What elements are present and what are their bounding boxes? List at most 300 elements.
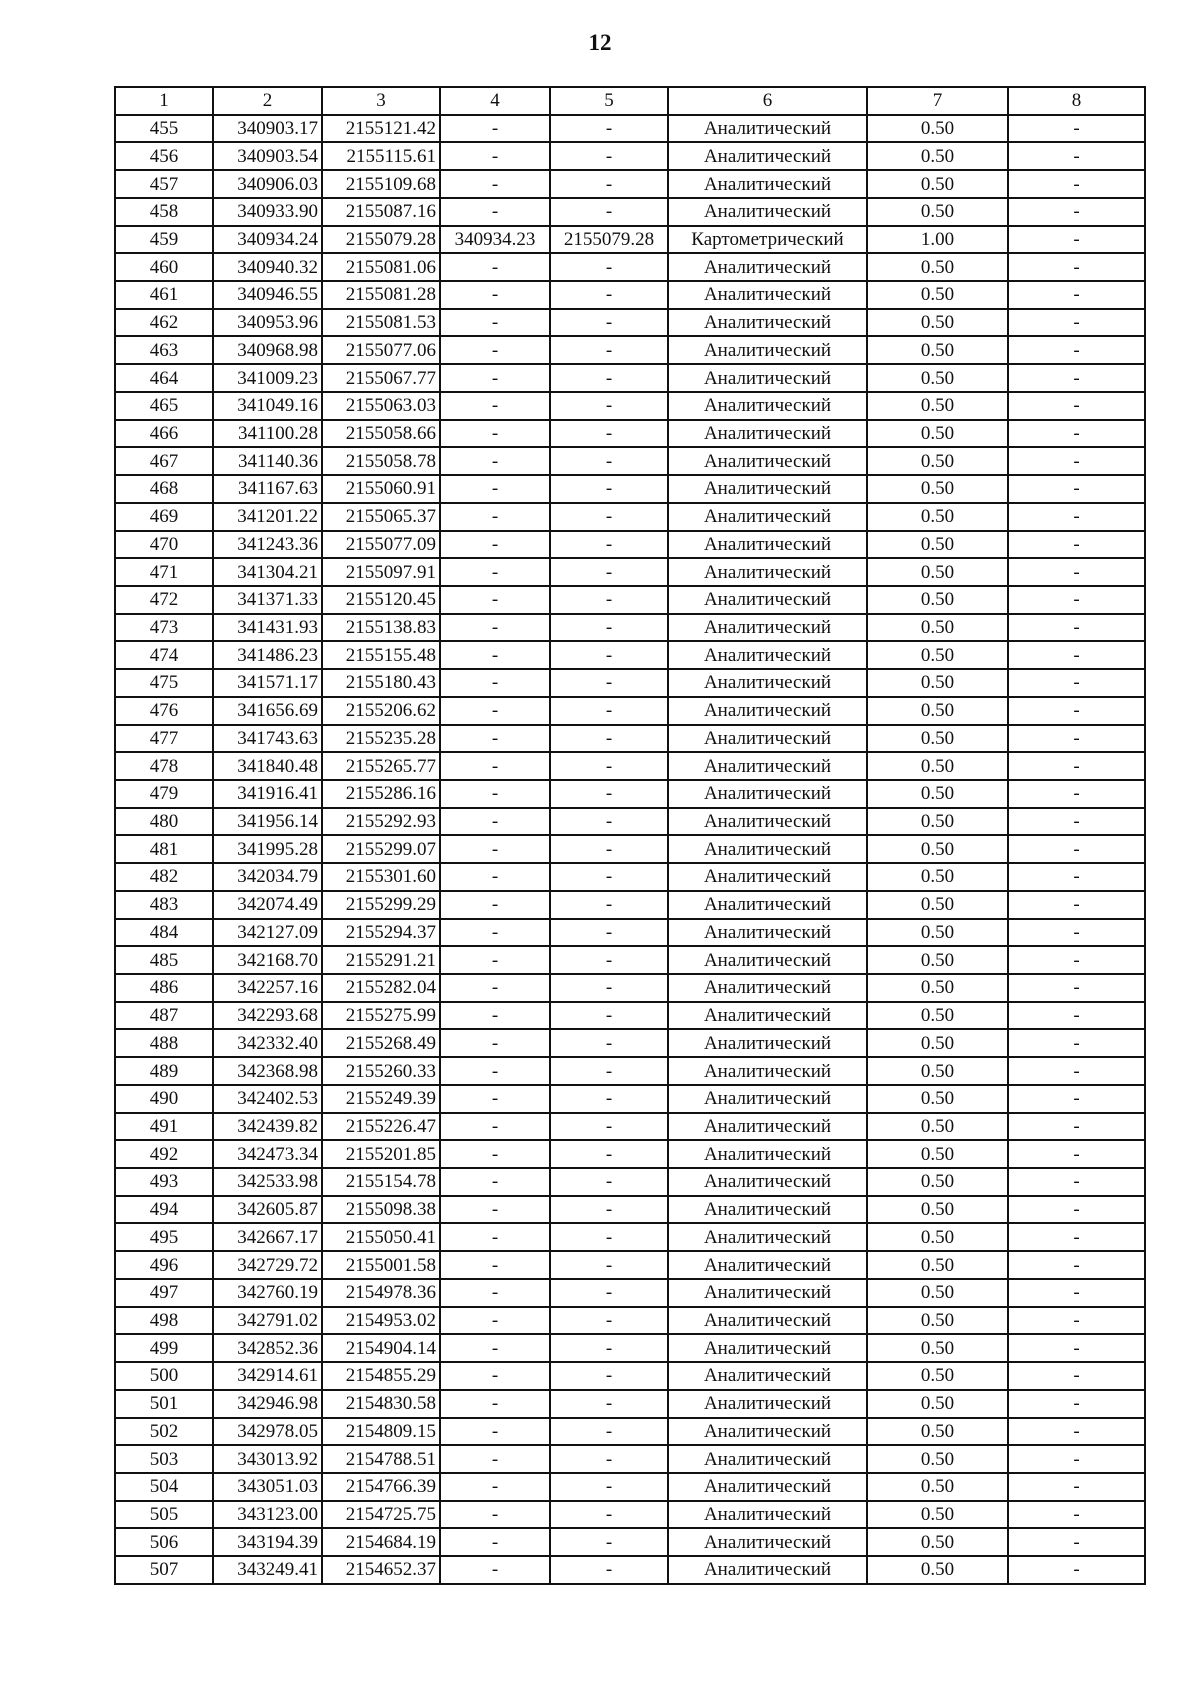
note-cell: -: [1008, 1501, 1145, 1529]
accuracy-cell: 0.50: [867, 641, 1008, 669]
method-cell: Аналитический: [668, 697, 867, 725]
method-cell: Аналитический: [668, 1113, 867, 1141]
column-header: 8: [1008, 87, 1145, 115]
x-coordinate-cell: 343194.39: [213, 1528, 322, 1556]
x-coordinate-cell: 340953.96: [213, 309, 322, 337]
accuracy-cell: 0.50: [867, 281, 1008, 309]
prev-x-cell: -: [440, 447, 550, 475]
prev-x-cell: -: [440, 1223, 550, 1251]
point-number-cell: 490: [115, 1085, 213, 1113]
prev-y-cell: -: [550, 669, 668, 697]
point-number-cell: 497: [115, 1279, 213, 1307]
accuracy-cell: 0.50: [867, 1196, 1008, 1224]
y-coordinate-cell: 2155115.61: [322, 142, 440, 170]
note-cell: -: [1008, 1057, 1145, 1085]
prev-x-cell: -: [440, 1113, 550, 1141]
method-cell: Аналитический: [668, 198, 867, 226]
y-coordinate-cell: 2155120.45: [322, 586, 440, 614]
x-coordinate-cell: 341243.36: [213, 531, 322, 559]
accuracy-cell: 0.50: [867, 1334, 1008, 1362]
accuracy-cell: 0.50: [867, 697, 1008, 725]
prev-x-cell: -: [440, 364, 550, 392]
y-coordinate-cell: 2155299.29: [322, 891, 440, 919]
accuracy-cell: 0.50: [867, 531, 1008, 559]
accuracy-cell: 0.50: [867, 1223, 1008, 1251]
x-coordinate-cell: 340903.54: [213, 142, 322, 170]
accuracy-cell: 0.50: [867, 863, 1008, 891]
x-coordinate-cell: 341840.48: [213, 752, 322, 780]
prev-y-cell: -: [550, 752, 668, 780]
x-coordinate-cell: 341304.21: [213, 558, 322, 586]
prev-x-cell: -: [440, 1528, 550, 1556]
method-cell: Аналитический: [668, 669, 867, 697]
point-number-cell: 485: [115, 946, 213, 974]
column-header: 2: [213, 87, 322, 115]
y-coordinate-cell: 2155079.28: [322, 226, 440, 254]
method-cell: Аналитический: [668, 863, 867, 891]
prev-y-cell: -: [550, 1251, 668, 1279]
x-coordinate-cell: 341571.17: [213, 669, 322, 697]
table-row: [115, 558, 1145, 586]
point-number-cell: 455: [115, 115, 213, 143]
point-number-cell: 488: [115, 1029, 213, 1057]
table-row: [115, 253, 1145, 281]
prev-y-cell: -: [550, 780, 668, 808]
prev-x-cell: -: [440, 558, 550, 586]
table-body: [115, 115, 1145, 1584]
column-header: 4: [440, 87, 550, 115]
method-cell: Картометрический: [668, 226, 867, 254]
point-number-cell: 481: [115, 835, 213, 863]
point-number-cell: 461: [115, 281, 213, 309]
table-row: [115, 1473, 1145, 1501]
x-coordinate-cell: 342791.02: [213, 1307, 322, 1335]
point-number-cell: 486: [115, 974, 213, 1002]
table-row: [115, 1307, 1145, 1335]
prev-x-cell: -: [440, 586, 550, 614]
point-number-cell: 493: [115, 1168, 213, 1196]
table-row: [115, 1418, 1145, 1446]
point-number-cell: 489: [115, 1057, 213, 1085]
x-coordinate-cell: 341916.41: [213, 780, 322, 808]
table-row: [115, 1168, 1145, 1196]
x-coordinate-cell: 343051.03: [213, 1473, 322, 1501]
method-cell: Аналитический: [668, 1390, 867, 1418]
accuracy-cell: 0.50: [867, 1473, 1008, 1501]
prev-x-cell: -: [440, 1279, 550, 1307]
prev-y-cell: -: [550, 309, 668, 337]
x-coordinate-cell: 341201.22: [213, 503, 322, 531]
x-coordinate-cell: 342533.98: [213, 1168, 322, 1196]
column-header: 3: [322, 87, 440, 115]
note-cell: -: [1008, 752, 1145, 780]
y-coordinate-cell: 2155180.43: [322, 669, 440, 697]
table-header-row: [115, 87, 1145, 115]
note-cell: -: [1008, 1085, 1145, 1113]
prev-y-cell: -: [550, 1057, 668, 1085]
prev-x-cell: -: [440, 1445, 550, 1473]
accuracy-cell: 0.50: [867, 835, 1008, 863]
y-coordinate-cell: 2154855.29: [322, 1362, 440, 1390]
accuracy-cell: 0.50: [867, 475, 1008, 503]
prev-x-cell: -: [440, 1251, 550, 1279]
point-number-cell: 470: [115, 531, 213, 559]
point-number-cell: 473: [115, 614, 213, 642]
prev-y-cell: -: [550, 1196, 668, 1224]
table-row: [115, 336, 1145, 364]
note-cell: -: [1008, 447, 1145, 475]
x-coordinate-cell: 342605.87: [213, 1196, 322, 1224]
y-coordinate-cell: 2155067.77: [322, 364, 440, 392]
x-coordinate-cell: 342914.61: [213, 1362, 322, 1390]
table-row: [115, 1528, 1145, 1556]
table-row: [115, 1556, 1145, 1584]
prev-y-cell: -: [550, 946, 668, 974]
prev-y-cell: -: [550, 1223, 668, 1251]
y-coordinate-cell: 2155098.38: [322, 1196, 440, 1224]
y-coordinate-cell: 2154766.39: [322, 1473, 440, 1501]
prev-x-cell: -: [440, 669, 550, 697]
x-coordinate-cell: 341049.16: [213, 392, 322, 420]
note-cell: -: [1008, 392, 1145, 420]
method-cell: Аналитический: [668, 780, 867, 808]
y-coordinate-cell: 2155268.49: [322, 1029, 440, 1057]
point-number-cell: 456: [115, 142, 213, 170]
table-row: [115, 891, 1145, 919]
accuracy-cell: 0.50: [867, 1140, 1008, 1168]
y-coordinate-cell: 2155299.07: [322, 835, 440, 863]
table-row: [115, 281, 1145, 309]
prev-x-cell: -: [440, 1029, 550, 1057]
prev-y-cell: -: [550, 974, 668, 1002]
prev-y-cell: -: [550, 835, 668, 863]
method-cell: Аналитический: [668, 1528, 867, 1556]
x-coordinate-cell: 342402.53: [213, 1085, 322, 1113]
prev-y-cell: -: [550, 641, 668, 669]
point-number-cell: 471: [115, 558, 213, 586]
y-coordinate-cell: 2155226.47: [322, 1113, 440, 1141]
prev-y-cell: -: [550, 1168, 668, 1196]
method-cell: Аналитический: [668, 1473, 867, 1501]
prev-x-cell: -: [440, 1140, 550, 1168]
note-cell: -: [1008, 281, 1145, 309]
method-cell: Аналитический: [668, 919, 867, 947]
table-row: [115, 1057, 1145, 1085]
table-row: [115, 1113, 1145, 1141]
y-coordinate-cell: 2155292.93: [322, 808, 440, 836]
note-cell: -: [1008, 309, 1145, 337]
x-coordinate-cell: 341431.93: [213, 614, 322, 642]
y-coordinate-cell: 2155065.37: [322, 503, 440, 531]
prev-y-cell: -: [550, 503, 668, 531]
method-cell: Аналитический: [668, 1085, 867, 1113]
table-row: [115, 641, 1145, 669]
note-cell: -: [1008, 1251, 1145, 1279]
table-row: [115, 919, 1145, 947]
accuracy-cell: 0.50: [867, 1113, 1008, 1141]
prev-x-cell: -: [440, 919, 550, 947]
accuracy-cell: 0.50: [867, 669, 1008, 697]
note-cell: -: [1008, 614, 1145, 642]
note-cell: -: [1008, 503, 1145, 531]
y-coordinate-cell: 2155077.06: [322, 336, 440, 364]
accuracy-cell: 0.50: [867, 891, 1008, 919]
accuracy-cell: 0.50: [867, 614, 1008, 642]
note-cell: -: [1008, 115, 1145, 143]
method-cell: Аналитический: [668, 586, 867, 614]
table-row: [115, 198, 1145, 226]
method-cell: Аналитический: [668, 946, 867, 974]
note-cell: -: [1008, 697, 1145, 725]
table-row: [115, 142, 1145, 170]
accuracy-cell: 0.50: [867, 1556, 1008, 1584]
note-cell: -: [1008, 1334, 1145, 1362]
table-row: [115, 725, 1145, 753]
note-cell: -: [1008, 1390, 1145, 1418]
table-row: [115, 420, 1145, 448]
y-coordinate-cell: 2154725.75: [322, 1501, 440, 1529]
y-coordinate-cell: 2155206.62: [322, 697, 440, 725]
y-coordinate-cell: 2154788.51: [322, 1445, 440, 1473]
prev-x-cell: -: [440, 1334, 550, 1362]
prev-y-cell: -: [550, 253, 668, 281]
prev-y-cell: -: [550, 115, 668, 143]
note-cell: -: [1008, 1002, 1145, 1030]
accuracy-cell: 0.50: [867, 1501, 1008, 1529]
table-row: [115, 1390, 1145, 1418]
prev-x-cell: -: [440, 1390, 550, 1418]
table-row: [115, 1445, 1145, 1473]
prev-x-cell: -: [440, 1057, 550, 1085]
note-cell: -: [1008, 1418, 1145, 1446]
x-coordinate-cell: 342034.79: [213, 863, 322, 891]
prev-y-cell: -: [550, 336, 668, 364]
method-cell: Аналитический: [668, 1223, 867, 1251]
prev-y-cell: -: [550, 1556, 668, 1584]
point-number-cell: 466: [115, 420, 213, 448]
prev-y-cell: -: [550, 1390, 668, 1418]
y-coordinate-cell: 2155275.99: [322, 1002, 440, 1030]
note-cell: -: [1008, 1140, 1145, 1168]
prev-x-cell: -: [440, 808, 550, 836]
accuracy-cell: 0.50: [867, 586, 1008, 614]
point-number-cell: 462: [115, 309, 213, 337]
point-number-cell: 463: [115, 336, 213, 364]
point-number-cell: 474: [115, 641, 213, 669]
accuracy-cell: 0.50: [867, 1390, 1008, 1418]
note-cell: -: [1008, 226, 1145, 254]
note-cell: -: [1008, 641, 1145, 669]
coordinates-table: [114, 86, 1146, 1585]
accuracy-cell: 0.50: [867, 919, 1008, 947]
point-number-cell: 464: [115, 364, 213, 392]
table-row: [115, 475, 1145, 503]
prev-y-cell: -: [550, 170, 668, 198]
x-coordinate-cell: 342368.98: [213, 1057, 322, 1085]
x-coordinate-cell: 341100.28: [213, 420, 322, 448]
prev-y-cell: -: [550, 364, 668, 392]
accuracy-cell: 0.50: [867, 170, 1008, 198]
method-cell: Аналитический: [668, 558, 867, 586]
table-row: [115, 1196, 1145, 1224]
x-coordinate-cell: 342168.70: [213, 946, 322, 974]
note-cell: -: [1008, 1029, 1145, 1057]
note-cell: -: [1008, 1113, 1145, 1141]
x-coordinate-cell: 340906.03: [213, 170, 322, 198]
method-cell: Аналитический: [668, 309, 867, 337]
prev-x-cell: -: [440, 614, 550, 642]
method-cell: Аналитический: [668, 1362, 867, 1390]
prev-y-cell: -: [550, 614, 668, 642]
note-cell: -: [1008, 558, 1145, 586]
method-cell: Аналитический: [668, 808, 867, 836]
table-row: [115, 1002, 1145, 1030]
column-header: 7: [867, 87, 1008, 115]
method-cell: Аналитический: [668, 531, 867, 559]
accuracy-cell: 0.50: [867, 808, 1008, 836]
prev-x-cell: -: [440, 142, 550, 170]
column-header: 6: [668, 87, 867, 115]
x-coordinate-cell: 340934.24: [213, 226, 322, 254]
method-cell: Аналитический: [668, 503, 867, 531]
point-number-cell: 477: [115, 725, 213, 753]
method-cell: Аналитический: [668, 891, 867, 919]
y-coordinate-cell: 2154684.19: [322, 1528, 440, 1556]
y-coordinate-cell: 2155265.77: [322, 752, 440, 780]
y-coordinate-cell: 2154652.37: [322, 1556, 440, 1584]
method-cell: Аналитический: [668, 1501, 867, 1529]
prev-y-cell: -: [550, 447, 668, 475]
prev-x-cell: -: [440, 1196, 550, 1224]
table-row: [115, 531, 1145, 559]
x-coordinate-cell: 342760.19: [213, 1279, 322, 1307]
note-cell: -: [1008, 364, 1145, 392]
note-cell: -: [1008, 669, 1145, 697]
accuracy-cell: 0.50: [867, 974, 1008, 1002]
accuracy-cell: 0.50: [867, 115, 1008, 143]
point-number-cell: 459: [115, 226, 213, 254]
prev-y-cell: -: [550, 1140, 668, 1168]
y-coordinate-cell: 2155077.09: [322, 531, 440, 559]
prev-x-cell: -: [440, 309, 550, 337]
accuracy-cell: 0.50: [867, 309, 1008, 337]
accuracy-cell: 1.00: [867, 226, 1008, 254]
note-cell: -: [1008, 586, 1145, 614]
prev-y-cell: -: [550, 531, 668, 559]
note-cell: -: [1008, 946, 1145, 974]
point-number-cell: 483: [115, 891, 213, 919]
y-coordinate-cell: 2155087.16: [322, 198, 440, 226]
note-cell: -: [1008, 1279, 1145, 1307]
prev-x-cell: -: [440, 780, 550, 808]
x-coordinate-cell: 341486.23: [213, 641, 322, 669]
y-coordinate-cell: 2155155.48: [322, 641, 440, 669]
accuracy-cell: 0.50: [867, 1362, 1008, 1390]
point-number-cell: 494: [115, 1196, 213, 1224]
accuracy-cell: 0.50: [867, 1029, 1008, 1057]
prev-y-cell: -: [550, 808, 668, 836]
accuracy-cell: 0.50: [867, 1085, 1008, 1113]
prev-x-cell: -: [440, 835, 550, 863]
accuracy-cell: 0.50: [867, 1279, 1008, 1307]
table-row: [115, 752, 1145, 780]
prev-y-cell: -: [550, 725, 668, 753]
note-cell: -: [1008, 336, 1145, 364]
y-coordinate-cell: 2155121.42: [322, 115, 440, 143]
point-number-cell: 505: [115, 1501, 213, 1529]
accuracy-cell: 0.50: [867, 447, 1008, 475]
point-number-cell: 500: [115, 1362, 213, 1390]
prev-x-cell: -: [440, 891, 550, 919]
note-cell: -: [1008, 253, 1145, 281]
y-coordinate-cell: 2155286.16: [322, 780, 440, 808]
prev-y-cell: -: [550, 392, 668, 420]
x-coordinate-cell: 340968.98: [213, 336, 322, 364]
prev-y-cell: -: [550, 891, 668, 919]
prev-y-cell: -: [550, 1002, 668, 1030]
prev-x-cell: -: [440, 1307, 550, 1335]
accuracy-cell: 0.50: [867, 725, 1008, 753]
prev-y-cell: -: [550, 475, 668, 503]
prev-x-cell: -: [440, 641, 550, 669]
prev-x-cell: -: [440, 863, 550, 891]
x-coordinate-cell: 342978.05: [213, 1418, 322, 1446]
point-number-cell: 492: [115, 1140, 213, 1168]
note-cell: -: [1008, 835, 1145, 863]
y-coordinate-cell: 2155001.58: [322, 1251, 440, 1279]
x-coordinate-cell: 342473.34: [213, 1140, 322, 1168]
column-header: 1: [115, 87, 213, 115]
point-number-cell: 460: [115, 253, 213, 281]
table-row: [115, 1085, 1145, 1113]
x-coordinate-cell: 341009.23: [213, 364, 322, 392]
note-cell: -: [1008, 1362, 1145, 1390]
method-cell: Аналитический: [668, 336, 867, 364]
page-number: 12: [588, 30, 612, 55]
point-number-cell: 482: [115, 863, 213, 891]
method-cell: Аналитический: [668, 115, 867, 143]
accuracy-cell: 0.50: [867, 1057, 1008, 1085]
accuracy-cell: 0.50: [867, 1418, 1008, 1446]
y-coordinate-cell: 2155282.04: [322, 974, 440, 1002]
method-cell: Аналитический: [668, 725, 867, 753]
note-cell: -: [1008, 1223, 1145, 1251]
method-cell: Аналитический: [668, 420, 867, 448]
accuracy-cell: 0.50: [867, 142, 1008, 170]
point-number-cell: 467: [115, 447, 213, 475]
point-number-cell: 487: [115, 1002, 213, 1030]
prev-y-cell: -: [550, 420, 668, 448]
prev-y-cell: -: [550, 1113, 668, 1141]
point-number-cell: 475: [115, 669, 213, 697]
table-row: [115, 835, 1145, 863]
y-coordinate-cell: 2155301.60: [322, 863, 440, 891]
table-row: [115, 780, 1145, 808]
method-cell: Аналитический: [668, 1445, 867, 1473]
method-cell: Аналитический: [668, 170, 867, 198]
accuracy-cell: 0.50: [867, 946, 1008, 974]
prev-y-cell: -: [550, 1501, 668, 1529]
point-number-cell: 457: [115, 170, 213, 198]
prev-x-cell: -: [440, 420, 550, 448]
prev-y-cell: -: [550, 1279, 668, 1307]
note-cell: -: [1008, 974, 1145, 1002]
x-coordinate-cell: 342946.98: [213, 1390, 322, 1418]
prev-x-cell: 340934.23: [440, 226, 550, 254]
prev-x-cell: -: [440, 475, 550, 503]
point-number-cell: 503: [115, 1445, 213, 1473]
x-coordinate-cell: 342852.36: [213, 1334, 322, 1362]
